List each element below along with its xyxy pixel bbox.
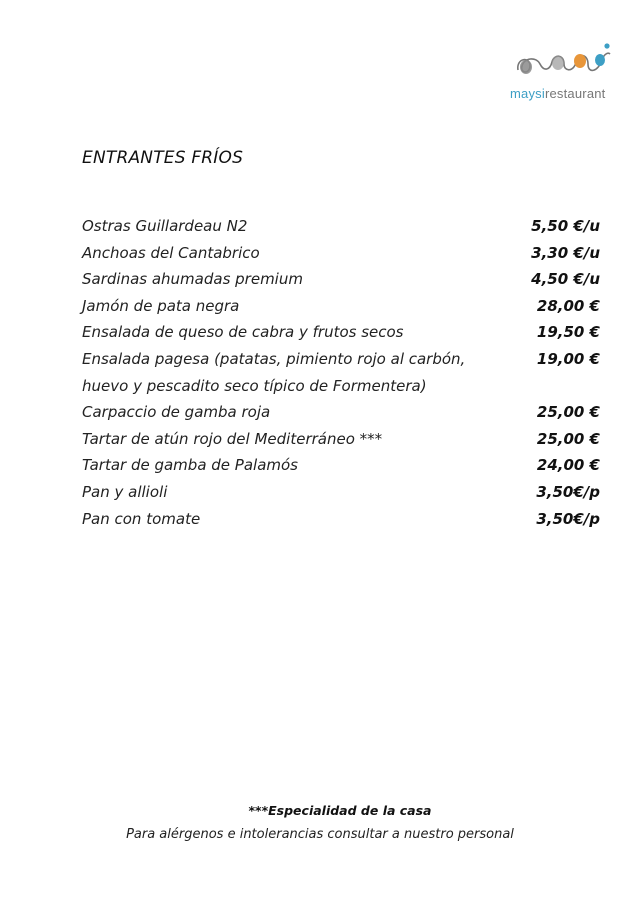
menu-item-price: 3,50€/p — [536, 482, 600, 501]
menu-item-name: Ostras Guillardeau N2 — [82, 217, 248, 235]
menu-item-price: 25,00 € — [536, 429, 600, 448]
menu-item-name: Carpaccio de gamba roja — [82, 403, 271, 422]
menu-item — [82, 399, 602, 426]
restaurant-logo — [508, 40, 618, 104]
menu-item-name: Pan con tomate — [82, 509, 201, 528]
menu-item-name: Ensalada de queso de cabra y frutos secos — [82, 323, 404, 342]
menu-item-price: 19,50 € — [536, 323, 600, 342]
menu-item-price: 3,30 €/u — [531, 243, 600, 262]
menu-item-name: Pan y allioli — [82, 482, 168, 501]
menu-item — [82, 293, 602, 320]
menu-item — [82, 266, 602, 293]
menu-item — [82, 479, 602, 506]
menu-item — [82, 213, 602, 240]
menu-item — [82, 426, 602, 453]
menu-item — [82, 346, 602, 399]
menu-item — [82, 240, 602, 267]
menu-item-price: 28,00 € — [536, 296, 600, 315]
menu-item-price: 24,00 € — [536, 456, 600, 475]
menu-item — [82, 452, 602, 479]
menu-list — [82, 213, 602, 532]
section-title: ENTRANTES FRÍOS — [82, 148, 244, 168]
menu-item — [82, 506, 602, 533]
allergens-note: Para alérgenos e intolerancias consultar a nuestro personal — [126, 827, 514, 842]
logo-wordmark — [510, 86, 606, 101]
logo-text-restaurant: restaurant — [544, 86, 606, 101]
menu-item-name: Sardinas ahumadas premium — [82, 270, 303, 289]
specialty-note: ***Especialidad de la casa — [248, 803, 432, 818]
menu-item-price: 19,00 € — [536, 349, 600, 368]
menu-item — [82, 319, 602, 346]
menu-item-price: 25,00 € — [536, 403, 600, 422]
logo-swirl-icon — [514, 40, 614, 80]
menu-item-name: Ensalada pagesa (patatas, pimiento rojo al carbón, huevo y pescadito seco típico de Formentera) — [82, 349, 466, 395]
menu-item-price: 4,50 €/u — [531, 270, 600, 289]
menu-item-price: 5,50 €/u — [531, 217, 600, 235]
menu-item-name: Anchoas del Cantabrico — [82, 243, 260, 262]
menu-item-name: Tartar de gamba de Palamós — [82, 456, 298, 475]
menu-item-name: Jamón de pata negra — [82, 296, 240, 315]
menu-item-name: Tartar de atún rojo del Mediterráneo *** — [82, 429, 383, 448]
logo-text-maysi: maysi — [510, 86, 545, 101]
menu-item-price: 3,50€/p — [536, 509, 600, 528]
